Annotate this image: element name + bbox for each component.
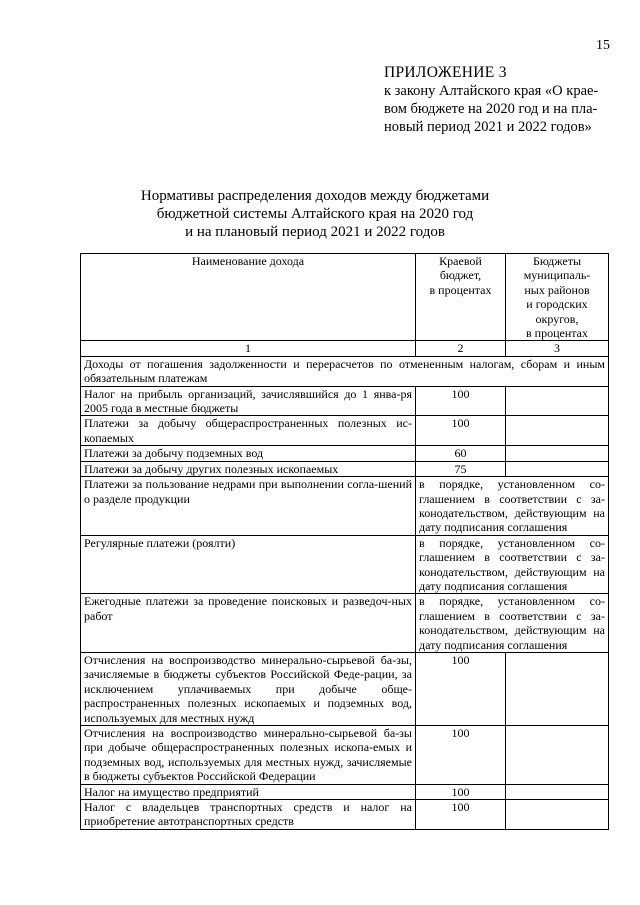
annex-line: к закону Алтайского края «О крае- xyxy=(384,83,599,99)
annex-title: ПРИЛОЖЕНИЕ 3 xyxy=(384,64,507,81)
income-name: Отчисления на воспроизводство минерально-сырьевой ба-зы при добыче общераспространенных полезных ископа-емых и подземных вод, используемых для местных нужд, зачисляемые в бюджеты субъектов Российской Федерации xyxy=(81,726,416,785)
merged-norm: в порядке, установленном со-глашением в соответствии с за-конодательством, действующим на дату подписания соглашения xyxy=(416,594,609,653)
annex-line: новый период 2021 и 2022 годов» xyxy=(384,119,592,135)
table-row xyxy=(81,386,609,416)
municipal-percent xyxy=(506,726,609,785)
column-number: 3 xyxy=(506,341,609,356)
table-row xyxy=(81,535,609,594)
page-number: 15 xyxy=(596,38,610,53)
income-name: Налог на имущество предприятий xyxy=(81,784,416,799)
revenue-norms-table xyxy=(80,253,609,830)
column-number: 2 xyxy=(416,341,506,356)
annex-block xyxy=(384,64,624,136)
municipal-percent xyxy=(506,652,609,725)
regional-percent: 100 xyxy=(416,652,506,725)
document-title-line: бюджетной системы Алтайского края на 2020 год xyxy=(156,206,474,222)
income-name: Платежи за добычу общераспространенных полезных ис-копаемых xyxy=(81,416,416,446)
municipal-percent xyxy=(506,800,609,830)
document-title xyxy=(80,187,550,241)
table-row xyxy=(81,446,609,461)
income-name: Налог с владельцев транспортных средств и налог на приобретение автотранспортных средств xyxy=(81,800,416,830)
regional-percent: 100 xyxy=(416,800,506,830)
income-name: Налог на прибыль организаций, зачислявшийся до 1 янва-ря 2005 года в местные бюджеты xyxy=(81,386,416,416)
section-row xyxy=(81,356,609,386)
regional-percent: 60 xyxy=(416,446,506,461)
annex-line: вом бюджете на 2020 год и на пла- xyxy=(384,101,598,117)
table-row xyxy=(81,652,609,725)
table-row xyxy=(81,784,609,799)
table-row xyxy=(81,461,609,476)
merged-norm: в порядке, установленном со-глашением в соответствии с за-конодательством, действующим на дату подписания соглашения xyxy=(416,535,609,594)
income-name: Регулярные платежи (роялти) xyxy=(81,535,416,594)
column-number: 1 xyxy=(81,341,416,356)
municipal-percent xyxy=(506,784,609,799)
municipal-percent xyxy=(506,386,609,416)
table-row xyxy=(81,726,609,785)
income-name: Ежегодные платежи за проведение поисковых и разведоч-ных работ xyxy=(81,594,416,653)
table-row xyxy=(81,800,609,830)
regional-percent: 100 xyxy=(416,386,506,416)
header-regional-budget: Краевой бюджет, в процентах xyxy=(416,254,506,341)
table-header-row xyxy=(81,254,609,341)
document-title-line: Нормативы распределения доходов между бюджетами xyxy=(140,188,490,204)
section-title: Доходы от погашения задолженности и перерасчетов по отмененным налогам, сборам и иным обязательным платежам xyxy=(81,356,609,386)
municipal-percent xyxy=(506,416,609,446)
column-number-row xyxy=(81,341,609,356)
header-municipal-budgets: Бюджеты муниципаль- ных районов и городских округов, в процентах xyxy=(506,254,609,341)
regional-percent: 75 xyxy=(416,461,506,476)
regional-percent: 100 xyxy=(416,416,506,446)
income-name: Платежи за добычу других полезных ископаемых xyxy=(81,461,416,476)
table-row xyxy=(81,416,609,446)
regional-percent: 100 xyxy=(416,726,506,785)
income-name: Платежи за добычу подземных вод xyxy=(81,446,416,461)
document-title-line: и на плановый период 2021 и 2022 годов xyxy=(185,224,445,240)
municipal-percent xyxy=(506,446,609,461)
income-name: Отчисления на воспроизводство минерально-сырьевой ба-зы, зачисляемые в бюджеты субъектов Российской Феде-рации, за исключением уплачиваемых при добыче обще-распространенных полезных ископаемых и подземных вод, используемых для местных нужд xyxy=(81,652,416,725)
income-name: Платежи за пользование недрами при выполнении согла-шений о разделе продукции xyxy=(81,477,416,536)
table-row xyxy=(81,477,609,536)
municipal-percent xyxy=(506,461,609,476)
header-income-name: Наименование дохода xyxy=(81,254,416,341)
table-row xyxy=(81,594,609,653)
merged-norm: в порядке, установленном со-глашением в соответствии с за-конодательством, действующим на дату подписания соглашения xyxy=(416,477,609,536)
regional-percent: 100 xyxy=(416,784,506,799)
